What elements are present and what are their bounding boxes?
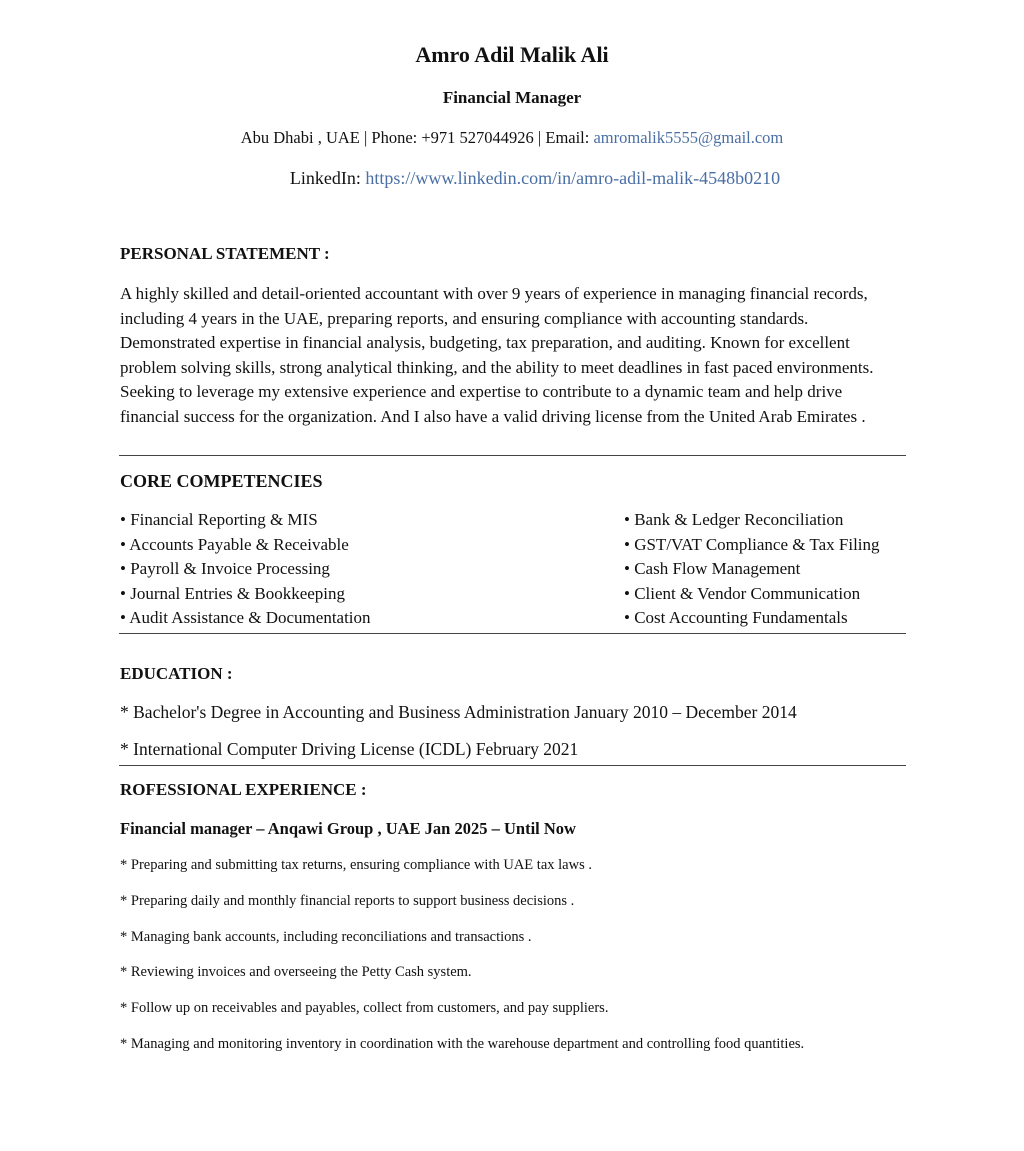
competency-item: • Cash Flow Management [624, 559, 801, 579]
competency-item: • Bank & Ledger Reconciliation [624, 510, 844, 529]
experience-bullet: * Follow up on receivables and payables, collect from customers, and pay suppliers. [120, 1000, 609, 1016]
education-heading: EDUCATION : [120, 664, 233, 683]
education-item: * International Computer Driving License (ICDL) February 2021 [120, 739, 579, 759]
personal-statement-heading: PERSONAL STATEMENT : [120, 244, 330, 263]
competency-item: • Payroll & Invoice Processing [120, 559, 330, 579]
personal-statement-text: A highly skilled and detail-oriented accountant with over 9 years of experience in managing financial records, including 4 years in the UAE, preparing reports, and ensuring compliance with accounting standards. Demonstrated expertise in financial analysis, budgeting, tax preparation, and auditing. Known for excellent problem solving skills, strong analytical thinking, and the ability to meet deadlines in fast paced environments. Seeking to leverage my extensive experience and expertise to contribute to a dynamic team and help drive financial success for the organization. And I also have a valid driving license from the United Arab Emirates . [120, 284, 874, 426]
competency-item: • Accounts Payable & Receivable [120, 534, 349, 554]
experience-bullet: * Reviewing invoices and overseeing the Petty Cash system. [120, 964, 472, 980]
contact-line [0, 128, 1024, 148]
linkedin-line [0, 168, 1024, 189]
competency-item: • Journal Entries & Bookkeeping [120, 583, 346, 603]
experience-heading: ROFESSIONAL EXPERIENCE : [120, 780, 367, 799]
location-phone: Abu Dhabi , UAE | Phone: +971 527044926 | Email: [240, 128, 594, 147]
experience-bullet: * Managing and monitoring inventory in coordination with the warehouse department and controlling food quantities. [120, 1036, 805, 1052]
competency-item: • Client & Vendor Communication [624, 583, 861, 603]
competencies-right-list [624, 508, 880, 631]
experience-bullet: * Preparing and submitting tax returns, ensuring compliance with UAE tax laws . [120, 857, 592, 873]
experience-job-title: Financial manager – Anqawi Group , UAE Jan 2025 – Until Now [120, 819, 576, 838]
job-title: Financial Manager [442, 88, 582, 107]
competency-item: • Cost Accounting Fundamentals [624, 608, 848, 628]
email-link[interactable]: amromalik5555@gmail.com [593, 128, 784, 147]
competency-item: • Audit Assistance & Documentation [120, 608, 371, 628]
education-item: * Bachelor's Degree in Accounting and Business Administration January 2010 – December 2014 [120, 702, 797, 722]
core-competencies-heading: CORE COMPETENCIES [120, 471, 323, 491]
candidate-name: Amro Adil Malik Ali [415, 42, 609, 67]
linkedin-link[interactable]: https://www.linkedin.com/in/amro-adil-malik-4548b0210 [365, 168, 781, 188]
linkedin-label: LinkedIn: [289, 168, 366, 188]
experience-bullet: * Managing bank accounts, including reconciliations and transactions . [120, 929, 532, 945]
competency-item: • Financial Reporting & MIS [120, 510, 318, 529]
divider [119, 633, 906, 634]
competencies-left-list [120, 508, 371, 631]
divider [119, 765, 906, 766]
experience-bullet: * Preparing daily and monthly financial reports to support business decisions . [120, 893, 575, 909]
divider [119, 455, 906, 456]
competency-item: • GST/VAT Compliance & Tax Filing [624, 534, 880, 554]
